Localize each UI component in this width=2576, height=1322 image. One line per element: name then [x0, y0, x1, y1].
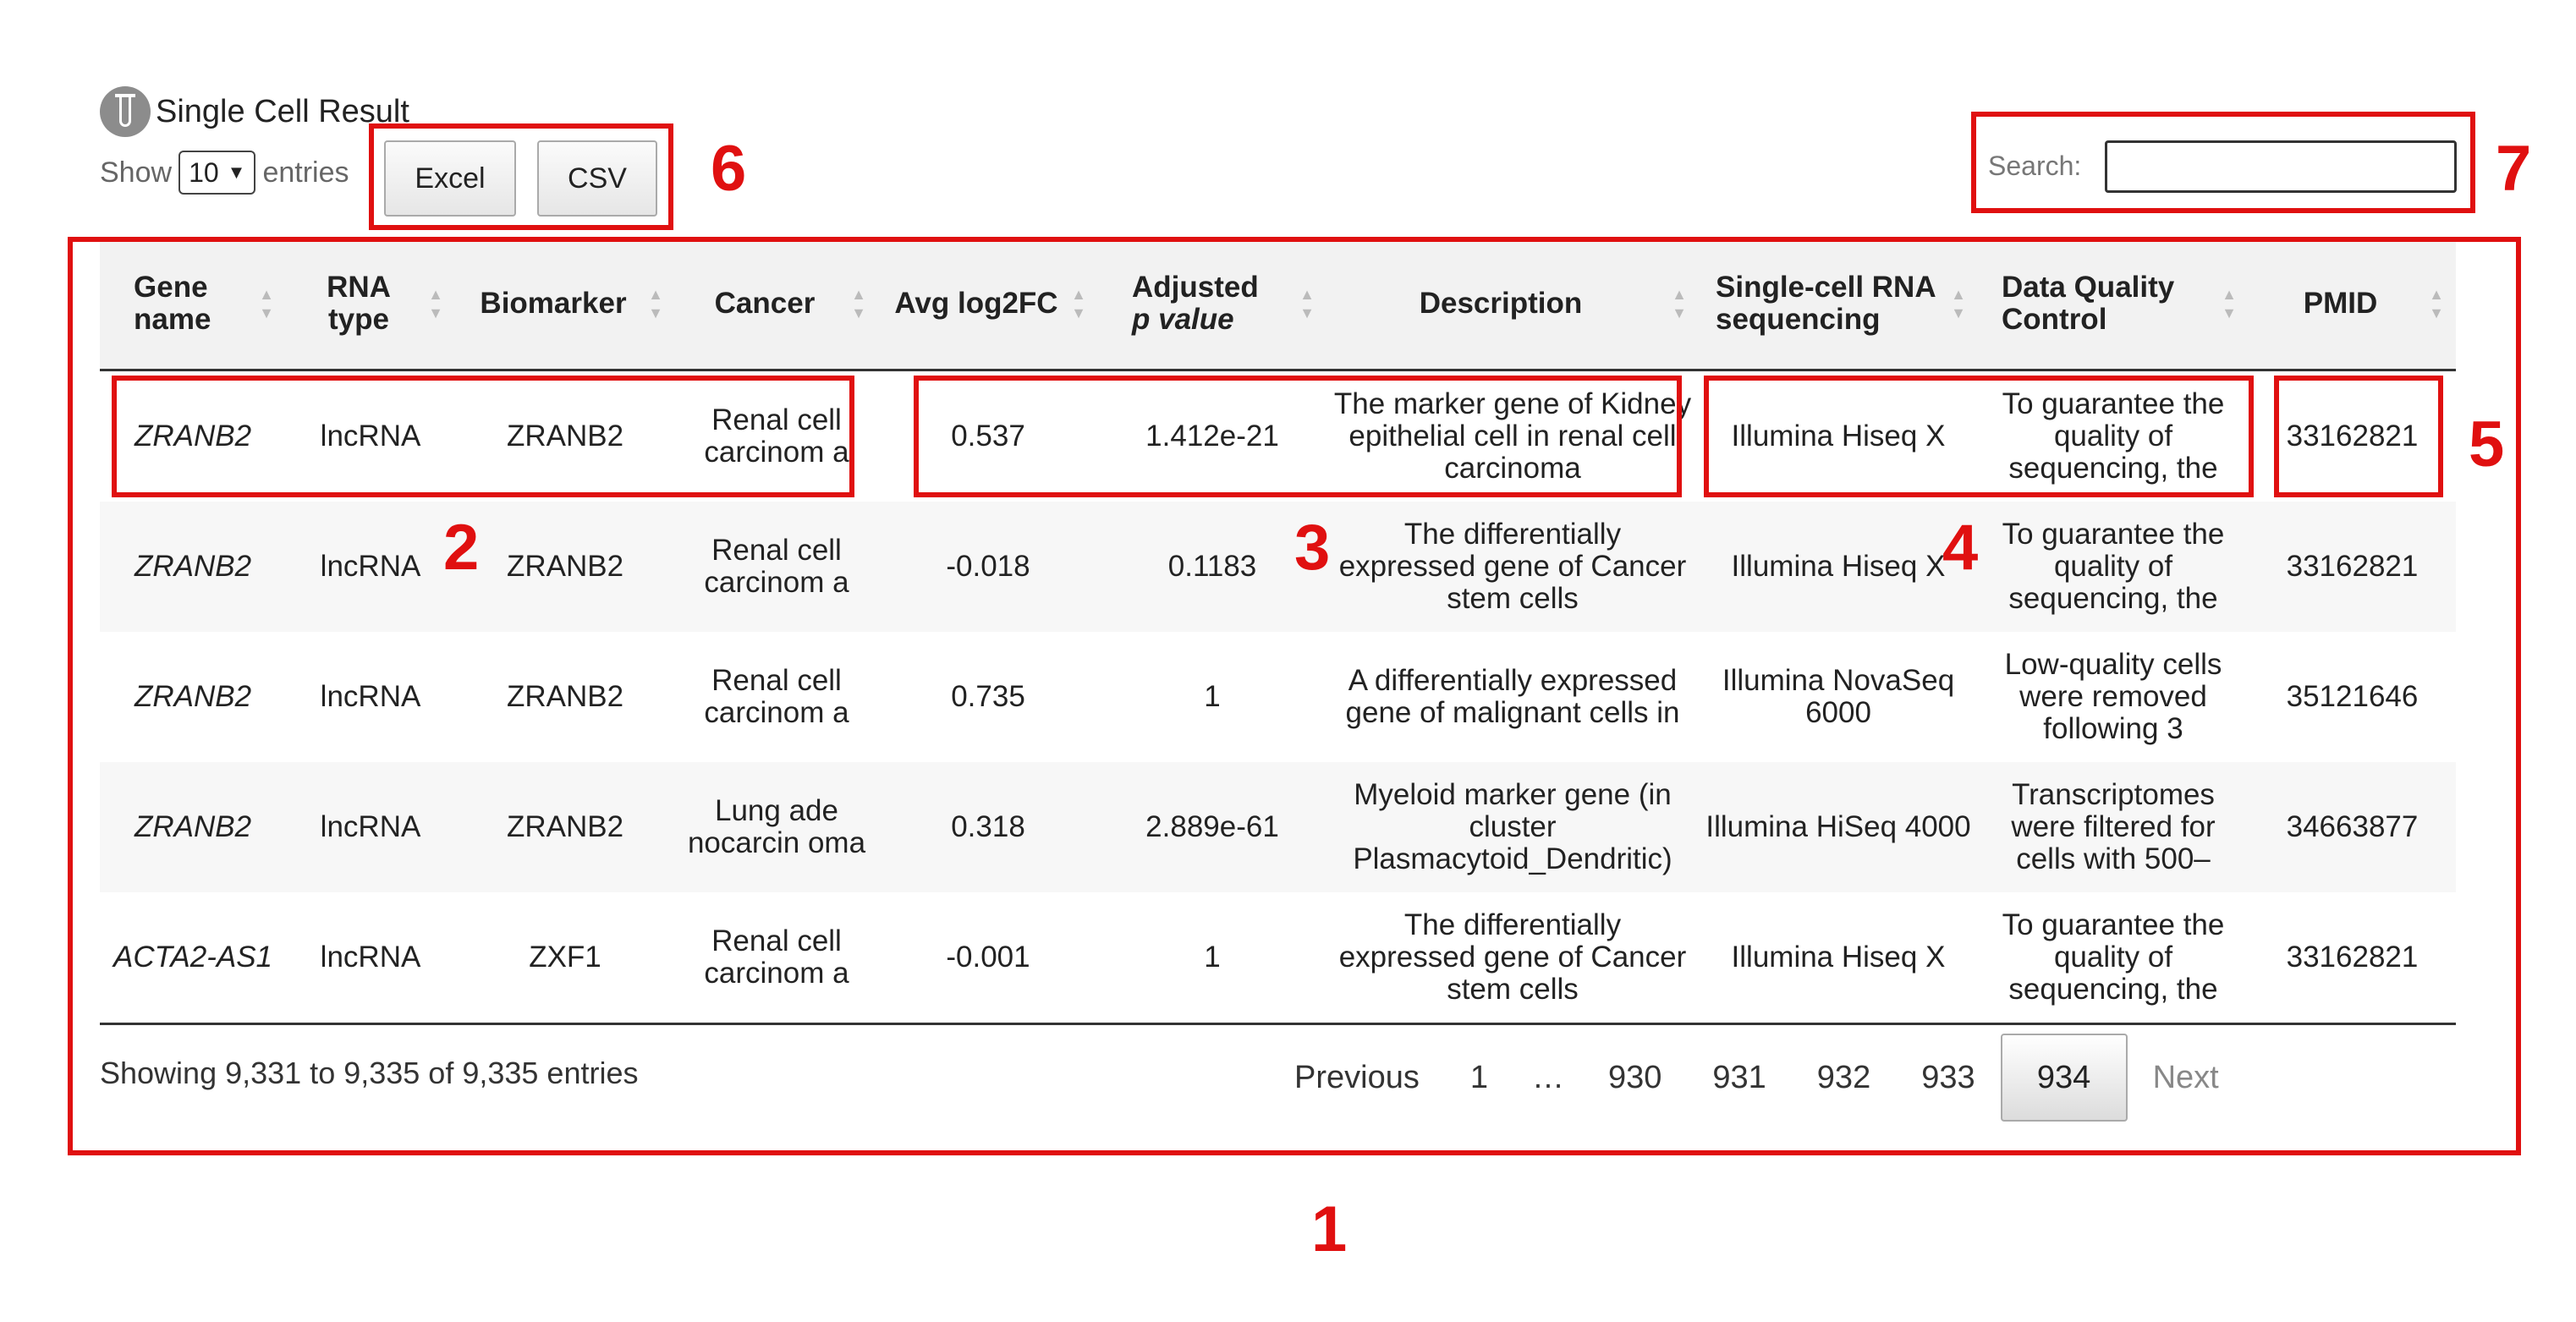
sort-icon: ▲ ▼	[2222, 286, 2237, 321]
adj-p-cell: 1	[1204, 680, 1221, 713]
previous-button[interactable]: Previous	[1294, 1059, 1420, 1095]
rna-type-cell: lncRNA	[320, 420, 421, 453]
description-cell: The differentially expressed gene of Cancer stem cells	[1326, 502, 1699, 632]
quality-cell: To guarantee the quality of sequencing, the	[1978, 502, 2249, 632]
annotation-label-6: 6	[711, 133, 747, 205]
page-ellipsis: …	[1531, 1059, 1564, 1095]
description-cell: The marker gene of Kidney epithelial cell in renal cell carcinoma	[1333, 387, 1692, 485]
show-label: Show	[100, 156, 173, 189]
sort-icon: ▲ ▼	[428, 286, 443, 321]
rna-type-cell: lncRNA	[320, 680, 421, 713]
description-cell: Myeloid marker gene (in cluster Plasmacytoid_Dendritic)	[1326, 762, 1699, 892]
search-label: Search:	[1988, 151, 2082, 181]
next-button[interactable]: Next	[2152, 1059, 2219, 1095]
gene-name-cell: ZRANB2	[100, 502, 286, 632]
biomarker-link[interactable]: ZRANB2	[506, 420, 624, 453]
sort-icon: ▲ ▼	[1299, 286, 1315, 321]
sequencing-cell: Illumina NovaSeq 6000	[1722, 664, 1955, 729]
page-button[interactable]: 932	[1816, 1059, 1871, 1095]
page-length-value: 10	[189, 156, 219, 188]
test-tube-icon	[100, 86, 151, 137]
rna-type-cell: lncRNA	[286, 502, 455, 632]
annotation-box-sequencing	[1704, 376, 2254, 497]
page-button[interactable]: 931	[1712, 1059, 1766, 1095]
annotation-box-gene-info	[112, 376, 854, 497]
pmid-link[interactable]: 33162821	[2249, 892, 2456, 1024]
annotation-box-pmid	[2274, 376, 2443, 497]
pmid-link[interactable]: 35121646	[2286, 680, 2419, 713]
rna-type-cell: lncRNA	[286, 892, 455, 1024]
page-button[interactable]: 930	[1607, 1059, 1662, 1095]
pmid-link[interactable]: 34663877	[2249, 762, 2456, 892]
adj-p-cell: 1.412e-21	[1145, 420, 1279, 453]
sort-icon: ▲ ▼	[259, 286, 274, 321]
csv-export-button[interactable]: CSV	[537, 140, 657, 217]
current-page-button[interactable]: 934	[2001, 1034, 2128, 1122]
sequencing-cell: Illumina HiSeq 4000	[1699, 762, 1978, 892]
sequencing-cell: Illumina Hiseq X	[1731, 420, 1946, 453]
annotation-box-export	[369, 123, 673, 230]
column-header-gene-name[interactable]: Gene name ▲ ▼	[100, 239, 286, 370]
page-length-select[interactable]	[179, 151, 255, 195]
sort-icon: ▲ ▼	[1071, 286, 1086, 321]
description-cell: A differentially expressed gene of malignant cells in	[1345, 664, 1680, 729]
sort-icon: ▲ ▼	[1672, 286, 1687, 321]
biomarker-link[interactable]: ZRANB2	[455, 502, 675, 632]
quality-cell: Transcriptomes were filtered for cells with 500–	[1978, 762, 2249, 892]
column-header-description[interactable]: Description ▲ ▼	[1326, 239, 1699, 370]
sort-icon: ▲ ▼	[1951, 286, 1966, 321]
gene-name-cell: ZRANB2	[100, 762, 286, 892]
gene-name-cell: ZRANB2	[134, 420, 252, 453]
log2fc-cell: -0.001	[878, 892, 1098, 1024]
quality-cell: To guarantee the quality of sequencing, the	[2002, 387, 2225, 485]
rna-type-cell: lncRNA	[286, 762, 455, 892]
column-header-cancer[interactable]: Cancer ▲ ▼	[675, 239, 878, 370]
log2fc-cell: 0.318	[878, 762, 1098, 892]
annotation-label-4: 4	[1942, 512, 1979, 584]
chevron-down-icon: ▼	[227, 162, 246, 183]
length-control	[100, 151, 349, 195]
annotation-label-7: 7	[2496, 133, 2532, 205]
column-header-adjusted-p[interactable]: Adjusted p value ▲ ▼	[1098, 239, 1326, 370]
column-header-biomarker[interactable]: Biomarker ▲ ▼	[455, 239, 675, 370]
sort-icon: ▲ ▼	[851, 286, 866, 321]
sort-icon: ▲ ▼	[2429, 286, 2444, 321]
page-button[interactable]: 1	[1469, 1059, 1488, 1095]
annotation-box-search	[1971, 112, 2475, 213]
adj-p-cell: 0.1183	[1098, 502, 1326, 632]
sequencing-cell: Illumina Hiseq X	[1699, 892, 1978, 1024]
cancer-cell: Renal cell carcinom a	[704, 403, 849, 469]
table-info: Showing 9,331 to 9,335 of 9,335 entries	[100, 1056, 639, 1090]
adj-p-cell: 1	[1098, 892, 1326, 1024]
log2fc-cell: 0.735	[951, 680, 1025, 713]
column-header-data-quality[interactable]: Data Quality Control ▲ ▼	[1978, 239, 2249, 370]
pmid-link[interactable]: 33162821	[2286, 420, 2419, 453]
gene-name-cell: ZRANB2	[134, 680, 252, 713]
log2fc-cell: -0.018	[878, 502, 1098, 632]
sequencing-cell: Illumina Hiseq X	[1699, 502, 1978, 632]
description-cell: The differentially expressed gene of Cancer stem cells	[1326, 892, 1699, 1024]
column-header-rna-type[interactable]: RNA type ▲ ▼	[286, 239, 455, 370]
biomarker-link[interactable]: ZRANB2	[506, 680, 624, 713]
adj-p-cell: 2.889e-61	[1098, 762, 1326, 892]
entries-label: entries	[262, 156, 349, 189]
biomarker-link[interactable]: ZXF1	[455, 892, 675, 1024]
column-header-avg-log2fc[interactable]: Avg log2FC ▲ ▼	[878, 239, 1098, 370]
column-header-pmid[interactable]: PMID ▲ ▼	[2249, 239, 2456, 370]
page-title	[100, 86, 409, 137]
annotation-label-5: 5	[2469, 409, 2505, 480]
excel-export-button[interactable]: Excel	[384, 140, 516, 217]
annotation-label-1: 1	[1311, 1193, 1348, 1265]
log2fc-cell: 0.537	[951, 420, 1025, 453]
cancer-cell: Renal cell carcinom a	[675, 892, 878, 1024]
column-header-sequencing[interactable]: Single-cell RNA sequencing ▲ ▼	[1699, 239, 1978, 370]
annotation-box-table	[68, 237, 2521, 1155]
cancer-cell: Lung ade nocarcin oma	[675, 762, 878, 892]
annotation-label-2: 2	[443, 512, 480, 584]
biomarker-link[interactable]: ZRANB2	[455, 762, 675, 892]
sort-icon: ▲ ▼	[648, 286, 663, 321]
page-button[interactable]: 933	[1921, 1059, 1975, 1095]
gene-name-cell: ACTA2-AS1	[100, 892, 286, 1024]
quality-cell: Low-quality cells were removed following 3	[2004, 648, 2222, 745]
page-title-text: Single Cell Result	[156, 93, 409, 129]
quality-cell: To guarantee the quality of sequencing, the	[1978, 892, 2249, 1024]
cancer-cell: Renal cell carcinom a	[704, 664, 849, 729]
annotation-label-3: 3	[1294, 512, 1331, 584]
cancer-cell: Renal cell carcinom a	[675, 502, 878, 632]
pmid-link[interactable]: 33162821	[2249, 502, 2456, 632]
annotation-box-expression	[914, 376, 1682, 497]
